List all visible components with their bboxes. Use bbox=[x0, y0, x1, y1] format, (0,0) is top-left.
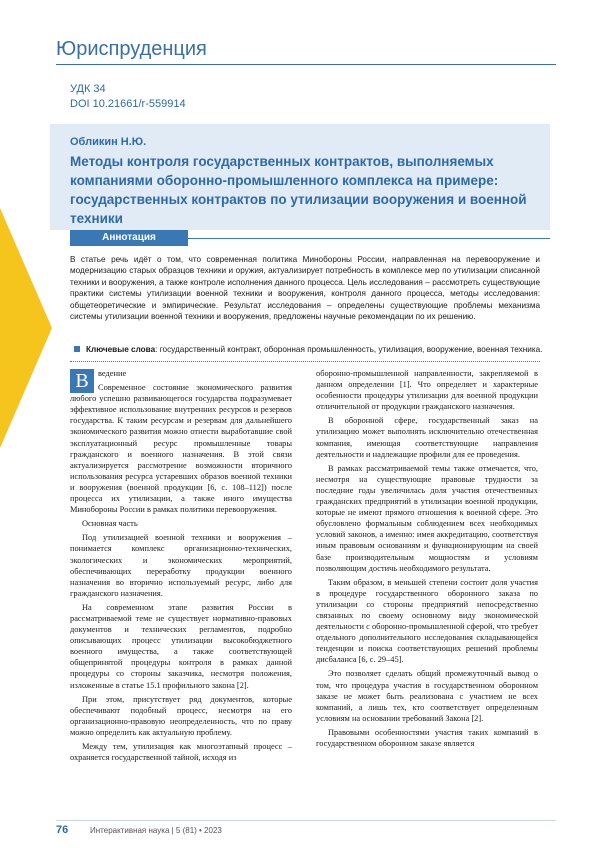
paragraph: В оборонной сфере, государственный заказ на утилизацию может выполнять исключительно отечественная компания, имеющая соответствующие направления деятельности и надлежащие профили для ее проведения. bbox=[316, 416, 538, 459]
journal-info: Интерактивная наука | 5 (81) • 2023 bbox=[90, 826, 222, 835]
keywords-label: Ключевые слова bbox=[86, 345, 156, 354]
paragraph: Правовыми особенностями участия таких компаний в государственном оборонном заказе является bbox=[316, 727, 538, 748]
article-title: Методы контроля государственных контрактов, выполняемых компаниями оборонно-промышленного комплекса на примере: государственных контрактов по утилизации вооружения и военной техники bbox=[70, 154, 527, 226]
divider bbox=[56, 64, 556, 65]
udk-code: УДК 34 bbox=[70, 83, 106, 95]
divider bbox=[70, 361, 540, 362]
subheading: Основная часть bbox=[82, 519, 138, 529]
square-bullet-icon bbox=[74, 346, 80, 352]
paragraph: На современном этапе развития России в рассматриваемой теме не существует нормативно-правовых документов и технических регламентов, подробно описывающих процесс утилизации высокобюджетного военного имущества, а также соответствующей общепринятой процедуры контроля в рамках данной процедуры со стороны заказчика, несмотря положения, изложенные в статье 15.1 профильного закона [2]. bbox=[70, 602, 292, 690]
paragraph: Современное состояние экономического развития любого успешно развивающегося государства подразумевает эффективное использование внутренних ресурсов и резервов государства. К таким ресурсам и резервам для дальнейшего экономического развития можно отнести выработавшие свой эксплуатационный ресурс промышленные товары гражданского и военного назначения. В этой связи актуализируется рассмотрение возможности вторичного использования ресурса устаревших образов военной техники и вооружения (военной продукции [6, с. 108–112]) после процесса их утилизации, а также иного имущества Минобороны России в рамках политики перевооружения. bbox=[70, 383, 292, 515]
keywords-text: : государственный контракт, оборонная промышленность, утилизация, вооружение, военная техника. bbox=[155, 345, 543, 354]
paragraph: оборонно-промышленной направленности, закрепляемой в данном определении [1]. Что определяет и характерные особенности процедуры утилизации для военной продукции отличительной от продукции гражданского назначения. bbox=[316, 369, 538, 412]
paragraph: В рамках рассматриваемой темы также отмечается, что, несмотря на существующие правовые трудности за последние годы увеличилась доля участия отечественных гражданских предприятий в утилизации военной продукции, которые не имеют прямого отношения к военной сфере. Это обусловлено формальным соблюдением всех необходимых условий законов, а именно: имея аккредитацию, соответствуя иным правовым основаниям и функционирующим на своей базе производительным мощностям и условиям позволяющим достичь необходимого результата. bbox=[316, 463, 538, 573]
paragraph: Между тем, утилизация как многоэтапный процесс – охраняется государственной тайной, исходя из bbox=[70, 742, 292, 763]
author-name: Обликин Н.Ю. bbox=[70, 136, 147, 148]
paragraph: Таким образом, в меньшей степени состоит доля участия в процедуре государственного оборонного заказа по утилизации со стороны предприятий непосредственно связанных по своему основному виду экономической деятельности с оборонно-промышленной сферой, что требует отдельного дополнительного исследования складывающейся тенденции и поиска соответствующих решений проблемы дисбаланса [6, с. 29–45]. bbox=[316, 577, 538, 665]
doi-code: DOI 10.21661/r-559914 bbox=[70, 98, 186, 110]
keywords-line bbox=[74, 344, 544, 355]
udk-block bbox=[70, 82, 186, 112]
paragraph: При этом, присутствует ряд документов, которые обеспечивают подобный процесс, несмотря на его организационно-правовую неопределенность, что по праву можно определить как актуальную проблему. bbox=[70, 694, 292, 737]
body-column-left bbox=[70, 368, 292, 766]
abstract-label: Аннотация bbox=[70, 230, 188, 246]
decorative-corner-triangle bbox=[0, 208, 52, 448]
paragraph: Это позволяет сделать общий промежуточный вывод о том, что процедура участия в государственном оборонном заказе не может быть реализована с участием не всех компаний, а лишь тех, кто соответствует определенным условиям на основании требований Закона [2]. bbox=[316, 669, 538, 723]
footer-divider bbox=[56, 820, 556, 821]
intro-heading: ведение bbox=[98, 369, 127, 378]
paragraph: Под утилизацией военной техники и вооружения – понимается комплекс организационно-технических, экологических и экономических мероприятий, обеспечивающих переработку продукции военного назначения во вторично используемый ресурс, либо для гражданского назначения. bbox=[70, 533, 292, 598]
body-column-right bbox=[316, 368, 538, 752]
dropcap: В bbox=[70, 369, 94, 393]
section-title: Юриспруденция bbox=[56, 38, 207, 60]
divider bbox=[188, 238, 550, 239]
page-number: 76 bbox=[56, 824, 69, 836]
abstract-text: В статье речь идёт о том, что современная политика Минобороны России, направленная на перевооружение и модернизацию старых образцов техники и оружия, актуализирует потребность в комплексе мер по утилизации списанной техники и вооружения, а также контроле исполнения данного процесса. Цель исследования – рассмотреть существующие практики системы утилизации военной техники и вооружения, контроля данного процесса, методы исследования: общетеоретические и эмпирические. Результат исследования – определены существующие проблемы механизма системы утилизации военной техники и вооружения, предложены научные рекомендации по их решению. bbox=[70, 255, 540, 322]
